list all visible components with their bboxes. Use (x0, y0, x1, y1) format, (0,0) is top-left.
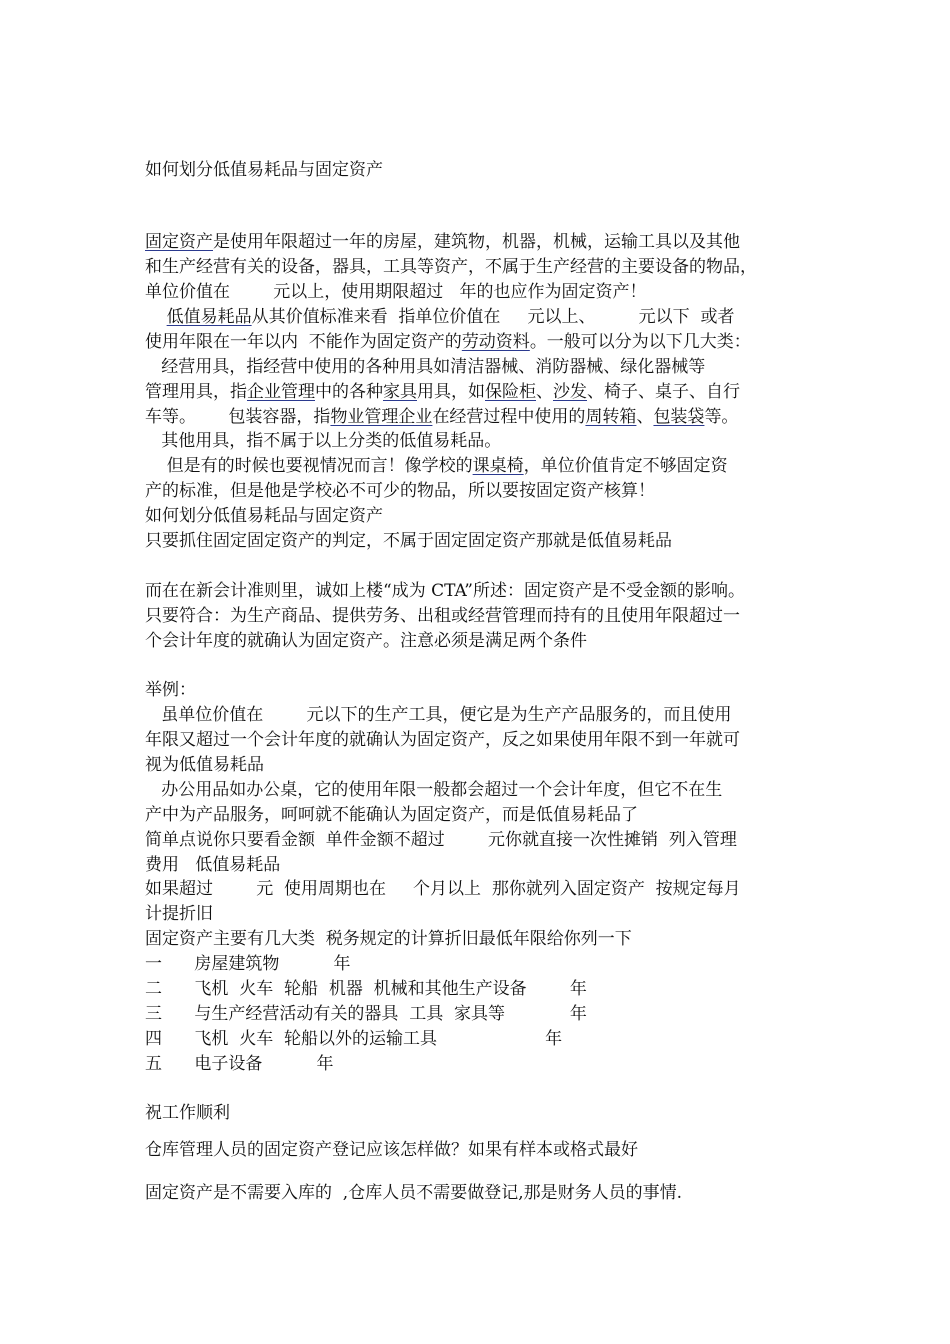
text-span: 管理用具，指 (145, 382, 247, 402)
text-span: 中的各种 (315, 382, 383, 402)
text-line: 四 飞机 火车 轮船以外的运输工具 年 (145, 1029, 563, 1049)
text-line: 和生产经营有关的设备，器具，工具等资产，不属于生产经营的主要设备的物品， (145, 257, 757, 277)
text-line: 其他用具，指不属于以上分类的低值易耗品。 (145, 431, 502, 451)
text-line: 仓库管理人员的固定资产登记应该怎样做？如果有样本或格式最好 (145, 1140, 638, 1160)
text-line: 单位价值在 元以上，使用期限超过 年的也应作为固定资产！ (145, 282, 647, 302)
document-title: 如何划分低值易耗品与固定资产 (145, 160, 383, 180)
text-line (145, 454, 728, 478)
text-line: 祝工作顺利 (145, 1103, 230, 1123)
hyperlink-term[interactable]: 保险柜 (485, 382, 536, 402)
hyperlink-term[interactable]: 低值易耗品 (166, 307, 252, 327)
text-line: 而在在新会计准则里，诚如上楼“成为 CTA”所述：固定资产是不受金额的影响。 (145, 581, 745, 601)
text-span: 车等。 包装容器，指 (145, 407, 331, 427)
hyperlink-term[interactable]: 家具 (383, 382, 417, 402)
text-line: 固定资产是不需要入库的 ,仓库人员不需要做登记,那是财务人员的事情. (145, 1183, 683, 1203)
text-line (145, 305, 735, 329)
text-span: 使用年限在一年以内 不能作为固定资产的 (145, 332, 462, 352)
text-span: 但是有的时候也要视情况而言！像学校的 (145, 456, 473, 476)
hyperlink-term[interactable]: 固定资产 (145, 232, 213, 252)
text-span: 用具，如 (417, 382, 485, 402)
text-line: 固定资产主要有几大类 税务规定的计算折旧最低年限给你列一下 (145, 929, 632, 949)
text-line: 视为低值易耗品 (145, 755, 264, 775)
hyperlink-term[interactable]: 包装袋 (653, 407, 705, 427)
hyperlink-term[interactable]: 物业管理企业 (330, 407, 433, 427)
text-line: 经营用具，指经营中使用的各种用具如清洁器械、消防器械、绿化器械等 (145, 357, 706, 377)
text-line: 办公用品如办公桌，它的使用年限一般都会超过一个会计年度，但它不在生 (145, 780, 723, 800)
text-span: 在经营过程中使用的 (432, 407, 586, 427)
text-line: 年限又超过一个会计年度的就确认为固定资产，反之如果使用年限不到一年就可 (145, 730, 740, 750)
text-line: 只要抓住固定固定资产的判定，不属于固定固定资产那就是低值易耗品 (145, 531, 672, 551)
text-line: 如果超过 元 使用周期也在 个月以上 那你就列入固定资产 按规定每月 (145, 879, 741, 899)
text-line: 如何划分低值易耗品与固定资产 (145, 506, 383, 526)
text-line: 五 电子设备 年 (145, 1054, 334, 1074)
text-line: 产中为产品服务，呵呵就不能确认为固定资产，而是低值易耗品了 (145, 805, 638, 825)
hyperlink-term[interactable]: 劳动资料 (461, 332, 530, 352)
text-span (145, 307, 167, 327)
text-line (145, 230, 740, 254)
text-line: 简单点说你只要看金额 单件金额不超过 元你就直接一次性摊销 列入管理 (145, 830, 737, 850)
hyperlink-term[interactable]: 周转箱 (585, 407, 637, 427)
text-span: 、 (636, 407, 654, 427)
text-line: 计提折旧 (145, 904, 213, 924)
text-line: 举例： (145, 680, 196, 700)
text-span: 。一般可以分为以下几大类： (529, 332, 751, 352)
text-line: 二 飞机 火车 轮船 机器 机械和其他生产设备 年 (145, 979, 587, 999)
text-line: 费用 低值易耗品 (145, 855, 281, 875)
text-line: 三 与生产经营活动有关的器具 工具 家具等 年 (145, 1004, 587, 1024)
text-line: 一 房屋建筑物 年 (145, 954, 351, 974)
text-line (145, 380, 740, 404)
text-span: ，单位价值肯定不够固定资 (523, 456, 728, 476)
text-span: 从其价值标准来看 指单位价值在 元以上、 元以下 或者 (251, 307, 735, 327)
text-line (145, 405, 738, 429)
hyperlink-term[interactable]: 课桌椅 (472, 456, 524, 476)
text-line: 产的标准，但是他是学校必不可少的物品，所以要按固定资产核算！ (145, 481, 655, 501)
text-line: 只要符合：为生产商品、提供劳务、出租或经营管理而持有的且使用年限超过一 (145, 606, 740, 626)
text-line: 虽单位价值在 元以下的生产工具，便它是为生产产品服务的，而且使用 (145, 705, 732, 725)
hyperlink-term[interactable]: 沙发 (553, 382, 587, 402)
text-span: 、 (536, 382, 553, 402)
text-span: 等。 (704, 407, 739, 427)
text-line (145, 330, 751, 354)
text-span: 是使用年限超过一年的房屋，建筑物，机器，机械，运输工具以及其他 (213, 232, 740, 252)
text-span: 、椅子、桌子、自行 (587, 382, 740, 402)
text-line: 个会计年度的就确认为固定资产。注意必须是满足两个条件 (145, 631, 587, 651)
hyperlink-term[interactable]: 企业管理 (247, 382, 315, 402)
